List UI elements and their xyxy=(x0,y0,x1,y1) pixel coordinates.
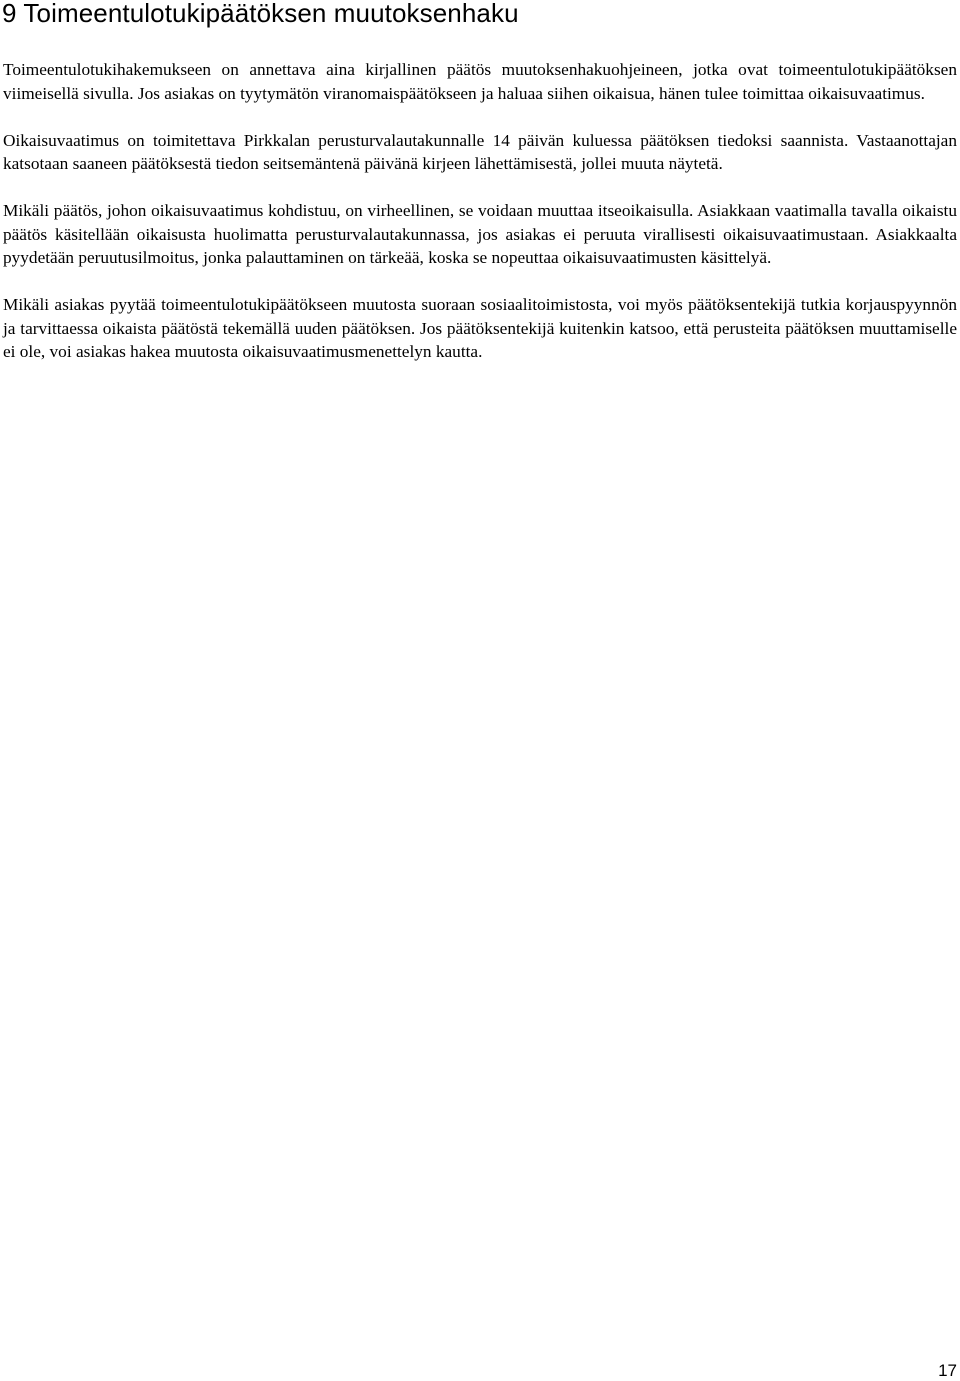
body-text xyxy=(3,58,957,387)
paragraph-1: Toimeentulotukihakemukseen on annettava aina kirjallinen päätös muutoksenhakuohjeineen, jotka ovat toimeentulotukipäätöksen viimeisellä sivulla. Jos asiakas on tyytymätön viranomaispäätökseen ja haluaa siihen oikaisua, hänen tulee toimittaa oikaisuvaatimus. xyxy=(3,60,957,103)
paragraph-3: Mikäli päätös, johon oikaisuvaatimus kohdistuu, on virheellinen, se voidaan muuttaa itseoikaisulla. Asiakkaan vaatimalla tavalla oikaistu päätös käsitellään oikaisusta huolimatta perusturvalautakunnassa, jos asiakas ei peruuta virallisesti oikaisuvaatimustaan. Asiakkaalta pyydetään peruutusilmoitus, jonka palauttaminen on tärkeää, koska se nopeuttaa oikaisuvaatimusten käsittelyä. xyxy=(3,201,957,267)
paragraph-2: Oikaisuvaatimus on toimitettava Pirkkalan perusturvalautakunnalle 14 päivän kuluessa päätöksen tiedoksi saannista. Vastaanottajan katsotaan saaneen päätöksestä tiedon seitsemäntenä päivänä kirjeen lähettämisestä, jollei muuta näytetä. xyxy=(3,130,957,173)
page-number: 17 xyxy=(938,1361,957,1380)
paragraph-4: Mikäli asiakas pyytää toimeentulotukipäätökseen muutosta suoraan sosiaalitoimistosta, voi myös päätöksentekijä tutkia korjauspyynnön ja tarvittaessa oikaista päätöstä tekemällä uuden päätöksen. Jos päätöksentekijä kuitenkin katsoo, että perusteita päätöksen muuttamiselle ei ole, voi asiakas hakea muutosta oikaisuvaatimusmenettelyn kautta. xyxy=(3,295,957,361)
section-heading: 9 Toimeentulotukipäätöksen muutoksenhaku xyxy=(2,0,519,28)
